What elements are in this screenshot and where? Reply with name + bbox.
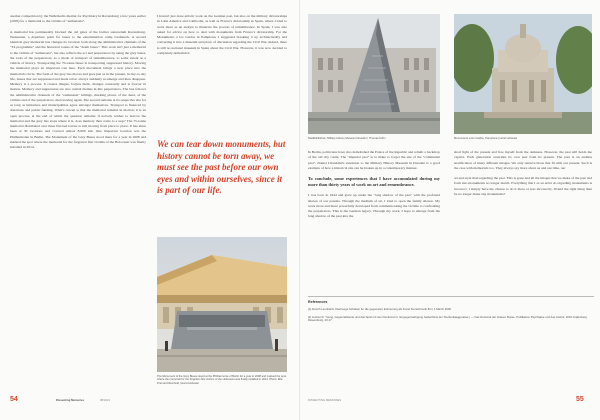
section-subhead: To conclude, some experiences that I have accumulated during my more than thirty years of work on art and remembrance. [308,176,440,188]
monument-photo-graphic [454,14,592,134]
monument-photo-caption: Monumento a los Caidos, Pamplona | Horst Hoheisel [454,137,518,140]
page-number: 54 [10,396,18,403]
military-history-museum-photo [308,14,440,134]
footer-issue: 08/2021 [100,398,111,402]
pull-quote: We can tear down monuments, but history cannot be torn away, we must see the past before our own eyes and within ourselves, since it is part of our life. [157,139,286,196]
paragraph: A memorial has permanently blocked the old gates of the former sanatorium Ravensburg-Weissenau, a departure point for buses to the extermination camp Grafeneck. A second identical grey memorial bus changes its location: both along the administrative channels of the "T4 programme" and the historical routes of the "death buses". This work isn't just a memorial to the victims of "euthanasia", but also reflects the act and perpetrators by using the grey buses, the tools of the perpetrators, as a mode of transport of remembrances, to some extent as a vehicle of history. Transporting the 70-tonne buses is transporting suppressed history. Moving the memorial plays an important role here. Each movement brings a new place into the memorial's circle. The form of the grey bus moves and goes just as in the present, in day-to-day life, issues that are suppressed and made taboo always suddenly re-emerge and then disappear. Memory is a process. It creates images, forgets them, changes constantly and is forever in motion. Memory and suppression are also central themes in this perpetrators. The bus follows the administrative channels of the "euthanasia" killings, marking places of the deed, of the victims and of the perpetrators, then leaving again. The second remains at its respective site for as long as initiatives and municipalities agree amongst themselves. Transport is financed by donations and public funding. What's crucial is that the memorial remains in motion; it is an open process, at the end of which the question remains: if nobody wishes to borrow the memorial and the grey bus stops where it is, does memory then come to a stop? The 75-tonne memorial distributed over three flat-bed lorries is still moving from place to place. It has since been at 30 locations and covered almost 8,000 km. One important location was the Philharmonie in Berlin. The Monument of the Grey Buses stood there for a year in 2008 and marked the spot where the memorial for the forgotten first victims of the Holocaust was finally installed in 2014. [10,29,146,149]
grey-bus-monument-photo [157,237,287,372]
bus-photo-graphic [157,237,287,372]
paragraph: In Berlin, politicians have also demolished the Palace of the Republic and rebuilt a backdrop of the old city castle. The "imperial past" is to make to forget the site of the "communist past". Daniel Libeskind's extension to the Military History Museum in Dresden is a good example of how a historical site can be broken up in a contemporary manner. [308,150,440,170]
references-section [308,300,594,327]
left-column-1 [10,14,146,155]
references-divider [308,296,594,297]
monumento-caidos-photo [454,14,592,134]
photo-caption: The Monument of the Grey Buses stood at the Philharmonie of Berlin for a year in 2008 and marked the spot where the memorial for the forgotten first victims of the Holocaust was finally installed in 2014. Photo: Ella Priel and Reinhold | Horst Hoheisel [157,375,287,385]
reference-item: [1] Almuth Leonhardt, Dierheege Schatten fur die gegenwart, Erinnerung als Kunst Kunstchronik 8/4 | 1 March 2006 [308,307,451,311]
left-column-2 [157,14,287,61]
paragraph: short light of the present and free myself from the darkness. However, the past still holds me captive. Each generation overrides its own past from its present. The past is an endless stratification of many different images. We only retrieve those that fit with our present. Such is the case with memorials too. They always say more about us and our time, our [454,150,592,170]
paragraph: I haven't just done artistic work on the German past, but also on the military dictatorships in Latin America and Cambodia, as well as France's dictatorship in Spain, where I tried to work more as an analyst to illustrate the process of remembrance. In Spain, I was also asked for advice on how to deal with monuments from Franco's dictatorship. For the Monumento a los Caidos in Pamplona, I suggested breaking it up architecturally and converting it into a museum and place of discussion regarding the Civil War. Indeed, there is still no national museum in Spain about the Civil War. However, it was now decided to completely demolish it. [157,14,287,55]
footer-title: Dissenting Memories [56,398,85,402]
museum-photo-graphic [308,14,440,134]
paragraph: art and style than regarding the past. This is gone and all the images that we make of the past and form into monuments no longer match. Everything that I as an artist do regarding monuments is incorrect. I simply have the chance to do it more or less incorrectly. Would the right thing then be no longer make any monuments? [454,176,592,196]
references-title: References [308,300,328,304]
right-column-2 [454,150,592,202]
museum-photo-caption: Stadtbibliothek, Military History Museum Dresden | Thomas Kuhn [308,137,386,140]
page-number: 55 [576,396,584,403]
right-column-1 [308,150,440,225]
footer-title: DISSENTING MEMORIES [308,398,342,402]
reference-item: [2] Jochen R. Young, Gegenrialisierte und das Spiel mit dem Denkmal in: Vergegenwartigung Gedachtnis der Sterbenktaggerasse | — Das Denkmal der Grauen Busse. Publikation Psychiatrie und das Institut, 2019 Grafenberg Ravensburg, 20.17 [308,314,587,323]
right-page [300,0,600,420]
paragraph: another competition by the Wehrmacht-Institut for Psychiatry in Ravensburg a few years earlier (2005) for a memorial to the victims of "euthanasia". [10,14,146,24]
paragraph: I was born in 1944 and grew up under the "long shadow of the past" with the profound silence of our parents. Through the medium of art, I tried to open the family silence. My work more and more powerfully developed from commemorating the victims to confronting the perpetrators. This is the German legacy. Through my work, I hope to emerge from the long shadow of the past into the [308,193,440,219]
